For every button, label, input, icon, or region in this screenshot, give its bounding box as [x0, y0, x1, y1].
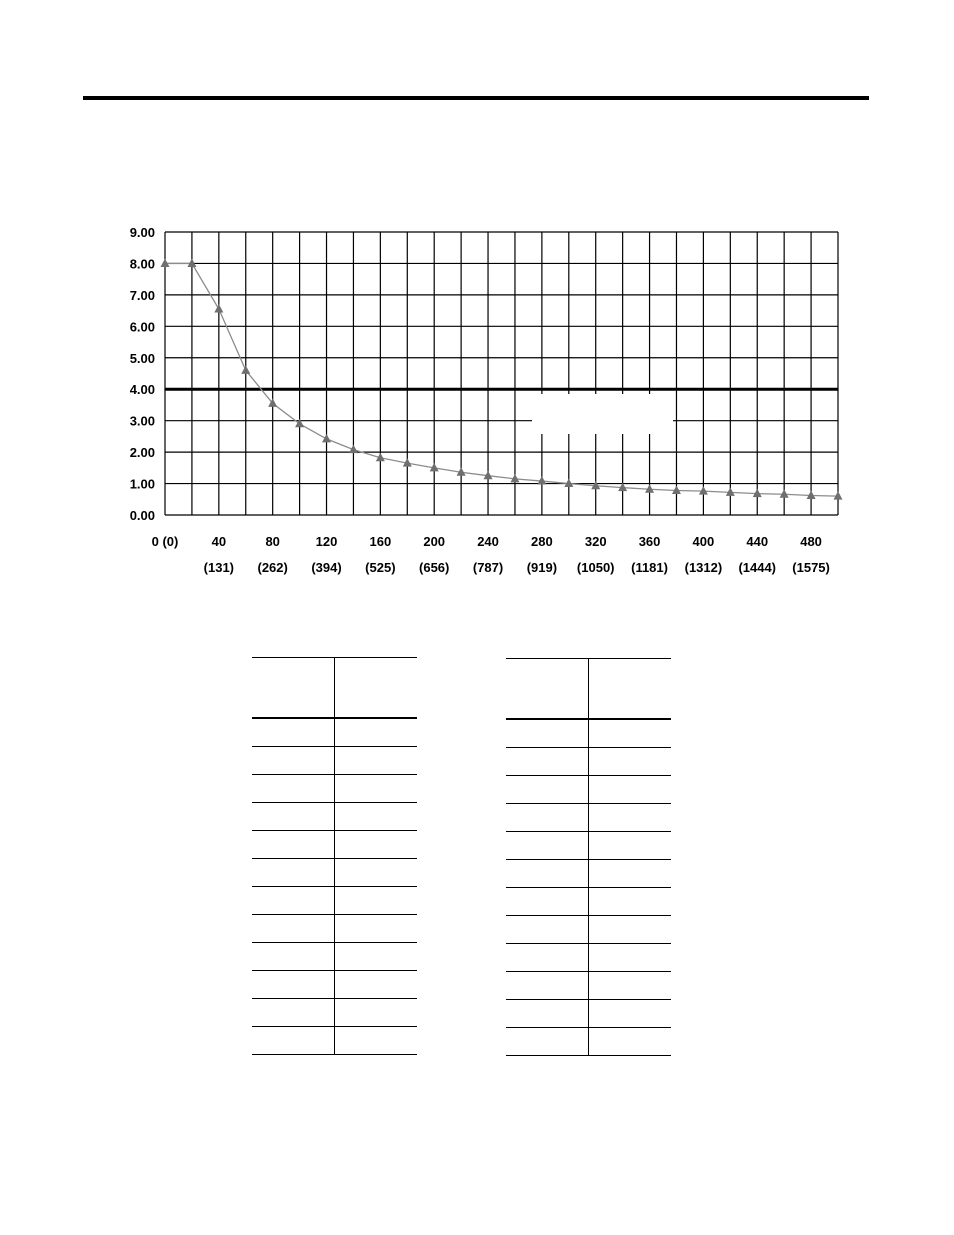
table-cell	[335, 775, 418, 803]
table-cell	[335, 999, 418, 1027]
blank-table-right	[506, 658, 671, 1056]
x-tick-label: 360	[638, 534, 661, 549]
table-row	[506, 832, 671, 860]
data-point-marker	[187, 258, 196, 267]
x-tick-label: 240	[477, 534, 499, 549]
data-point-marker	[834, 491, 843, 500]
table-row	[252, 887, 417, 915]
table-cell	[506, 972, 589, 1000]
table-header-row	[252, 658, 417, 719]
table-row	[252, 831, 417, 859]
table-cell	[589, 1028, 672, 1056]
table-cell	[252, 1027, 335, 1055]
x-tick-labels	[152, 534, 830, 575]
data-point-marker	[322, 434, 331, 443]
table-cell	[589, 776, 672, 804]
y-tick-label: 5.00	[129, 350, 155, 366]
y-tick-label: 0.00	[129, 508, 155, 523]
x-tick-sublabel: (1575)	[792, 560, 830, 575]
table-cell	[589, 860, 672, 888]
x-tick-sublabel: (656)	[419, 560, 450, 575]
x-tick-sublabel: (525)	[365, 560, 396, 575]
x-tick-sublabel: (131)	[203, 560, 235, 575]
table-cell	[589, 748, 672, 776]
table-cell	[506, 748, 589, 776]
y-tick-labels	[130, 225, 155, 523]
table-cell	[335, 887, 418, 915]
table-cell	[335, 971, 418, 999]
table-cell	[506, 916, 589, 944]
x-tick-sublabel: (262)	[257, 560, 288, 575]
table-row	[506, 888, 671, 916]
table-cell	[252, 915, 335, 943]
table-cell	[252, 943, 335, 971]
table-cell	[589, 944, 672, 972]
x-tick-label: 120	[315, 534, 338, 549]
table-row	[252, 971, 417, 999]
x-tick-sublabel: (1050)	[576, 560, 615, 575]
table-header-cell	[589, 659, 672, 720]
table-cell	[252, 971, 335, 999]
table-cell	[335, 1027, 418, 1055]
table-row	[506, 972, 671, 1000]
data-point-marker	[241, 365, 250, 374]
table-cell	[252, 803, 335, 831]
table-cell	[252, 859, 335, 887]
table-row	[506, 860, 671, 888]
chart-label-mask	[532, 394, 673, 434]
table-cell	[506, 832, 589, 860]
table-row	[506, 804, 671, 832]
table-cell	[335, 803, 418, 831]
table-row	[252, 915, 417, 943]
table-cell	[506, 719, 589, 748]
table-row	[252, 803, 417, 831]
x-tick-label: 40	[211, 534, 227, 549]
table-row	[252, 718, 417, 747]
table-cell	[252, 887, 335, 915]
table-cell	[335, 915, 418, 943]
table-cell	[506, 1028, 589, 1056]
y-tick-label: 7.00	[129, 287, 155, 303]
x-tick-label: 160	[369, 534, 392, 549]
table-cell	[335, 718, 418, 747]
x-tick-label: 80	[265, 534, 280, 549]
table-cell	[335, 831, 418, 859]
table-cell	[506, 860, 589, 888]
table-header-cell	[252, 658, 335, 719]
table-cell	[335, 943, 418, 971]
series-line	[165, 263, 838, 496]
table-cell	[589, 719, 672, 748]
table-cell	[506, 804, 589, 832]
table-row	[506, 776, 671, 804]
table-cell	[506, 944, 589, 972]
x-tick-label: 480	[800, 534, 822, 549]
table-row	[506, 916, 671, 944]
x-tick-sublabel: (1444)	[738, 560, 777, 575]
table-row	[506, 1000, 671, 1028]
table-cell	[589, 972, 672, 1000]
table-cell	[335, 747, 418, 775]
table-cell	[589, 1000, 672, 1028]
table-row	[252, 859, 417, 887]
table-cell	[252, 718, 335, 747]
table-cell	[335, 859, 418, 887]
table-row	[506, 748, 671, 776]
table-cell	[252, 747, 335, 775]
table-cell	[506, 776, 589, 804]
y-tick-label: 3.00	[129, 413, 155, 429]
table-cell	[506, 1000, 589, 1028]
x-tick-label: 440	[746, 534, 769, 549]
y-tick-label: 9.00	[129, 225, 155, 240]
data-point-marker	[699, 486, 708, 495]
table-cell	[252, 831, 335, 859]
y-tick-label: 1.00	[129, 476, 155, 492]
x-tick-label: 320	[584, 534, 607, 549]
x-tick-label: 200	[423, 534, 446, 549]
x-tick-sublabel: (787)	[472, 560, 504, 575]
table-row	[506, 1028, 671, 1056]
table-row	[506, 719, 671, 748]
y-tick-label: 2.00	[129, 445, 155, 461]
table-cell	[589, 888, 672, 916]
data-point-marker	[214, 304, 223, 313]
x-tick-label: 280	[531, 534, 553, 549]
data-point-marker	[161, 258, 170, 267]
table-row	[252, 747, 417, 775]
table-header-row	[506, 659, 671, 720]
table-cell	[589, 916, 672, 944]
table-cell	[252, 999, 335, 1027]
table-header-cell	[335, 658, 418, 719]
table-header-cell	[506, 659, 589, 720]
x-tick-sublabel: (394)	[311, 560, 342, 575]
table-row	[252, 775, 417, 803]
table-cell	[252, 775, 335, 803]
table-row	[252, 999, 417, 1027]
x-tick-label: 0 (0)	[151, 534, 179, 549]
table-row	[252, 1027, 417, 1055]
y-tick-label: 8.00	[129, 256, 155, 272]
blank-table-left	[252, 657, 417, 1055]
table-cell	[589, 804, 672, 832]
y-tick-label: 6.00	[129, 319, 155, 335]
chart	[0, 0, 954, 600]
table-row	[252, 943, 417, 971]
table-row	[506, 944, 671, 972]
chart-grid	[165, 232, 838, 515]
table-cell	[589, 832, 672, 860]
x-tick-label: 400	[692, 534, 715, 549]
x-tick-sublabel: (919)	[526, 560, 558, 575]
x-tick-sublabel: (1312)	[684, 560, 723, 575]
data-point-marker	[780, 489, 789, 498]
y-tick-label: 4.00	[129, 382, 155, 398]
x-tick-sublabel: (1181)	[631, 560, 668, 575]
table-cell	[506, 888, 589, 916]
